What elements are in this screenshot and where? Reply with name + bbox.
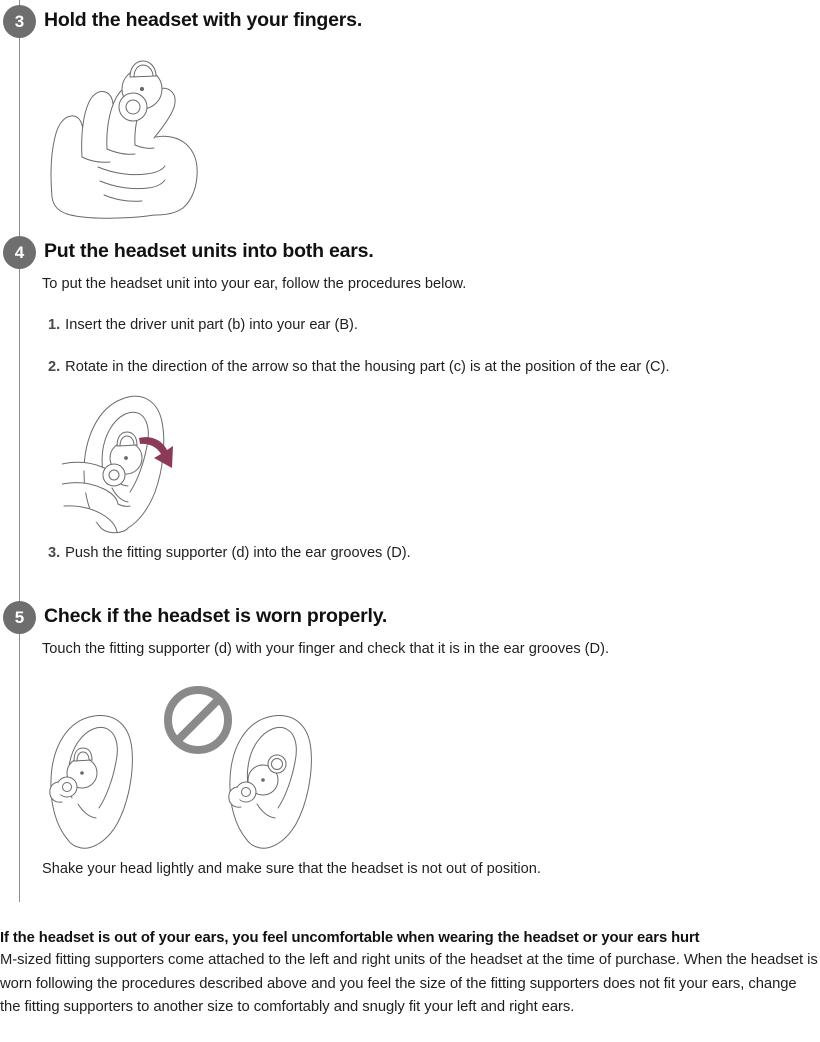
step-4-substep-3: [48, 545, 411, 561]
ear-with-headset-rotation-illustration: [62, 388, 187, 536]
step-4-title: Put the headset units into both ears.: [44, 240, 374, 262]
step-4-substep-1-number: 1.: [48, 317, 61, 333]
step-3-title: Hold the headset with your fingers.: [44, 9, 363, 31]
step-5-intro: Touch the fitting supporter (d) with your finger and check that it is in the ear grooves (D).: [42, 641, 609, 657]
step-4-substep-3-text: Push the fitting supporter (d) into the ear grooves (D).: [65, 545, 411, 561]
step-4-substep-3-number: 3.: [48, 545, 61, 561]
footer-note-body: M-sized fitting supporters come attached to the left and right units of the headset at the time of purchase. When the headset is worn following the procedures described above and you feel the size of the fitting supporters does not fit your ears, change the fitting supporters to another size to comfortably and snugly fit your left and right ears.: [0, 952, 818, 1015]
step-4-substep-1: [48, 317, 358, 333]
footer-note-title: If the headset is out of your ears, you feel uncomfortable when wearing the headset or your ears hurt: [0, 930, 700, 946]
footer-note: [0, 930, 820, 1020]
step-4-substep-1-text: Insert the driver unit part (b) into your ear (B).: [65, 317, 358, 333]
step-5-title: Check if the headset is worn properly.: [44, 605, 388, 627]
ear-incorrect-fit-illustration: [215, 712, 325, 852]
step-4-badge: 4: [3, 236, 36, 269]
step-4-intro: To put the headset unit into your ear, follow the procedures below.: [42, 276, 467, 292]
step-connector-line: [19, 0, 20, 902]
step-5-badge: 5: [3, 601, 36, 634]
step-4-substep-2-text: Rotate in the direction of the arrow so that the housing part (c) is at the position of the ear (C).: [65, 359, 670, 375]
step-5-closing: Shake your head lightly and make sure that the headset is not out of position.: [42, 861, 541, 877]
step-4-substep-2: [48, 359, 670, 375]
ear-correct-fit-illustration: [36, 712, 146, 852]
step-3-badge: 3: [3, 5, 36, 38]
hand-holding-headset-illustration: [38, 45, 218, 220]
step-4-substep-2-number: 2.: [48, 359, 61, 375]
